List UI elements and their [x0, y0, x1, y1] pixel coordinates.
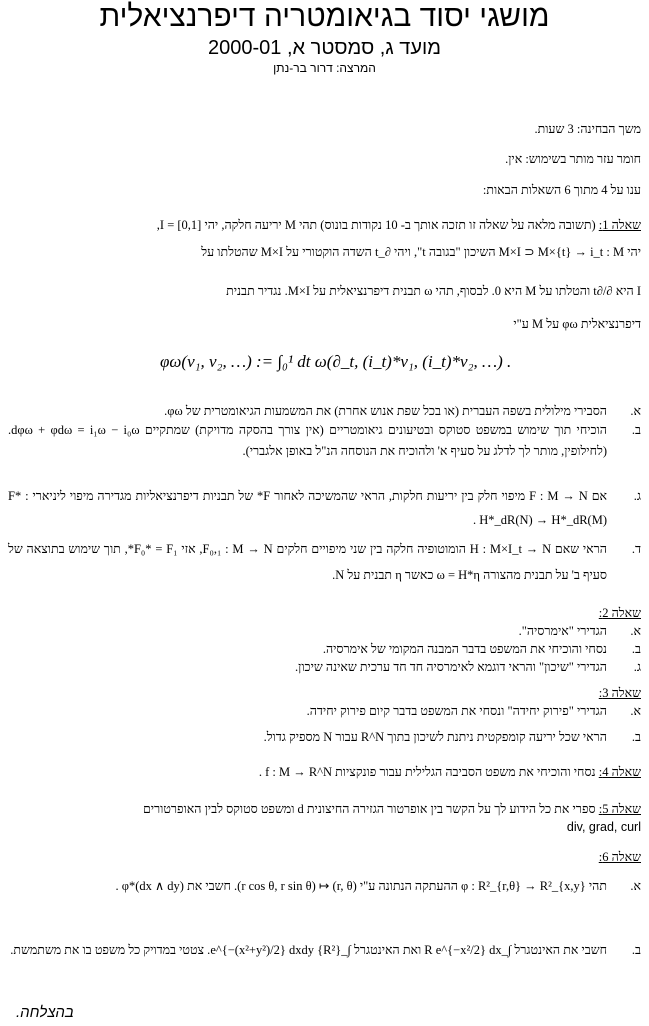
question-3-heading: שאלה 3: — [598, 686, 641, 700]
question-2-heading: שאלה 2: — [598, 606, 641, 620]
question-4-heading: שאלה 4: — [598, 765, 641, 779]
item-label: ב. — [631, 642, 641, 656]
item-label: ב. — [631, 423, 641, 437]
exam-duration: משך הבחינה: 3 שעות. — [534, 122, 641, 136]
question-1-line-3: I היא ∂/∂t והטלתו על M היא 0. לבסוף, תהי ω תבנית דיפרנציאלית על M×I. נגדיר תבנית — [226, 284, 641, 298]
question-5-heading: שאלה 5: — [598, 802, 641, 816]
question-1-item-b — [8, 420, 641, 486]
item-text: הראי שאם H : M×I_t → N הומוטופיה חלקה בין שני מיפויים חלקים F₀,₁ : M → N, אזי F₀* = F₁*, תוך שימוש בתוצאה של סעיף ב' על תבנית מהצורה ω = H*η כאשר η תבנית על N. — [8, 542, 607, 582]
question-1-line-1 — [157, 218, 641, 233]
item-text: הראי שכל יריעה קומפקטית ניתנת לשיכון בתוך R^N עבור N מספיק גדול. — [263, 730, 607, 744]
item-label: ב. — [631, 943, 641, 957]
question-1-line-4: דיפרנציאלית φω על M ע"י — [513, 317, 641, 331]
question-1-line-2: יהי M×I ⊃ M×{t} → i_t : M השיכון "בגובה t", ויהי ∂_t השדה הוקטורי על M×I שהטלתו על — [201, 245, 641, 259]
question-6-heading: שאלה 6: — [598, 850, 641, 864]
item-text: הגדירי "שיכון" והראי דוגמא לאימרסיה חד חד ערכית שאינה שיכון. — [295, 660, 607, 674]
item-text: נסחי והוכיחי את המשפט בדבר המבנה המקומי של אימרסיה. — [322, 642, 607, 656]
question-1-item-c — [8, 484, 641, 530]
question-1-heading: שאלה 1: — [598, 218, 641, 232]
question-6-item-a — [8, 876, 641, 916]
question-5 — [143, 802, 641, 817]
item-label: א. — [630, 624, 641, 638]
page-title: מושגי יסוד בגיאומטריה דיפרנציאלית — [99, 0, 550, 33]
item-text: הסבירי מילולית בשפה העברית (או בכל שפת אנוש אחרת) את המשמעות הגיאומטרית של φω. — [164, 404, 607, 418]
item-text: אם F : M → N מיפוי חלק בין יריעות חלקות, הראי שהמשיכה לאחור F* של תבניות דיפרנציאליות מגדירה מיפוי ליניארי F* : H*_dR(N) → H*_dR(M) . — [8, 489, 607, 527]
allowed-materials: חומר עזר מותר בשימוש: אין. — [505, 152, 641, 166]
item-label: ד. — [631, 542, 641, 556]
phi-omega-formula: φω(v₁, v₂, …) := ∫₀¹ dt ω(∂_t, (i_t)*v₁, (i_t)*v₂, …) . — [160, 352, 512, 371]
item-text: הגדירי "אימרסיה". — [518, 624, 607, 638]
question-4-text: נסחי והוכיחי את משפט הסביבה הגלילית עבור פונקציות f : M → R^N . — [258, 765, 596, 779]
item-label: ג. — [633, 489, 641, 503]
question-5-text: ספרי את כל הידוע לך על הקשר בין אופרטור הגזירה החיצונית d ומשפט סטוקס לבין האופרטורים — [142, 802, 596, 816]
question-1-item-d — [8, 536, 641, 588]
item-label: א. — [630, 704, 641, 718]
question-1-text-1: (תשובה מלאה על שאלה זו תזכה אותך ב- 10 נקודות בונוס) תהי M יריעה חלקה, יהי I = [0,1], — [156, 218, 596, 232]
closing-greeting: בהצלחה. — [16, 1004, 74, 1021]
item-text: הגדירי "פירוק יחידה" ונסחי את המשפט בדבר קיום פירוק יחידה. — [306, 704, 607, 718]
exam-session: מועד ג, סמסטר א, 2000-01 — [208, 37, 441, 59]
item-label: ג. — [633, 660, 641, 674]
item-label: א. — [630, 404, 641, 418]
operators-list: div, grad, curl — [566, 820, 641, 834]
item-text: הוכיחי תוך שימוש במשפט סטוקס ובטיעונים גיאומטריים (אין צורך בהסקה מדויקת) שמתקיים dφω + φdω = i₁ω − i₀ω. (לחילופין, מותר לך לדלג על סעיף א' ולהוכיח את הנוסחה הנ"ל באופן אלגברי). — [8, 423, 607, 458]
question-1-item-a — [8, 400, 641, 422]
question-4 — [259, 765, 641, 780]
item-text: חשבי את האינטגרל ∫_R e^{−x²/2} dx ואת האינטגרל ∫_{R²} e^{−(x²+y²)/2} dxdy. צטטי במדויק כל משפט בו את משתמשת. — [10, 943, 607, 957]
instructions: ענו על 4 מתוך 6 השאלות הבאות: — [482, 183, 641, 197]
lecturer-name: המרצה: דרור בר-נתן — [273, 61, 376, 75]
item-label: א. — [630, 879, 641, 893]
item-label: ב. — [631, 730, 641, 744]
item-text: תהי φ : R²_{r,θ} → R²_{x,y} ההעתקה הנתונה ע"י (r, θ) ↦ (r cos θ, r sin θ). חשבי את φ*(dx ∧ dy) . — [115, 879, 607, 893]
question-6-item-b — [8, 938, 641, 986]
